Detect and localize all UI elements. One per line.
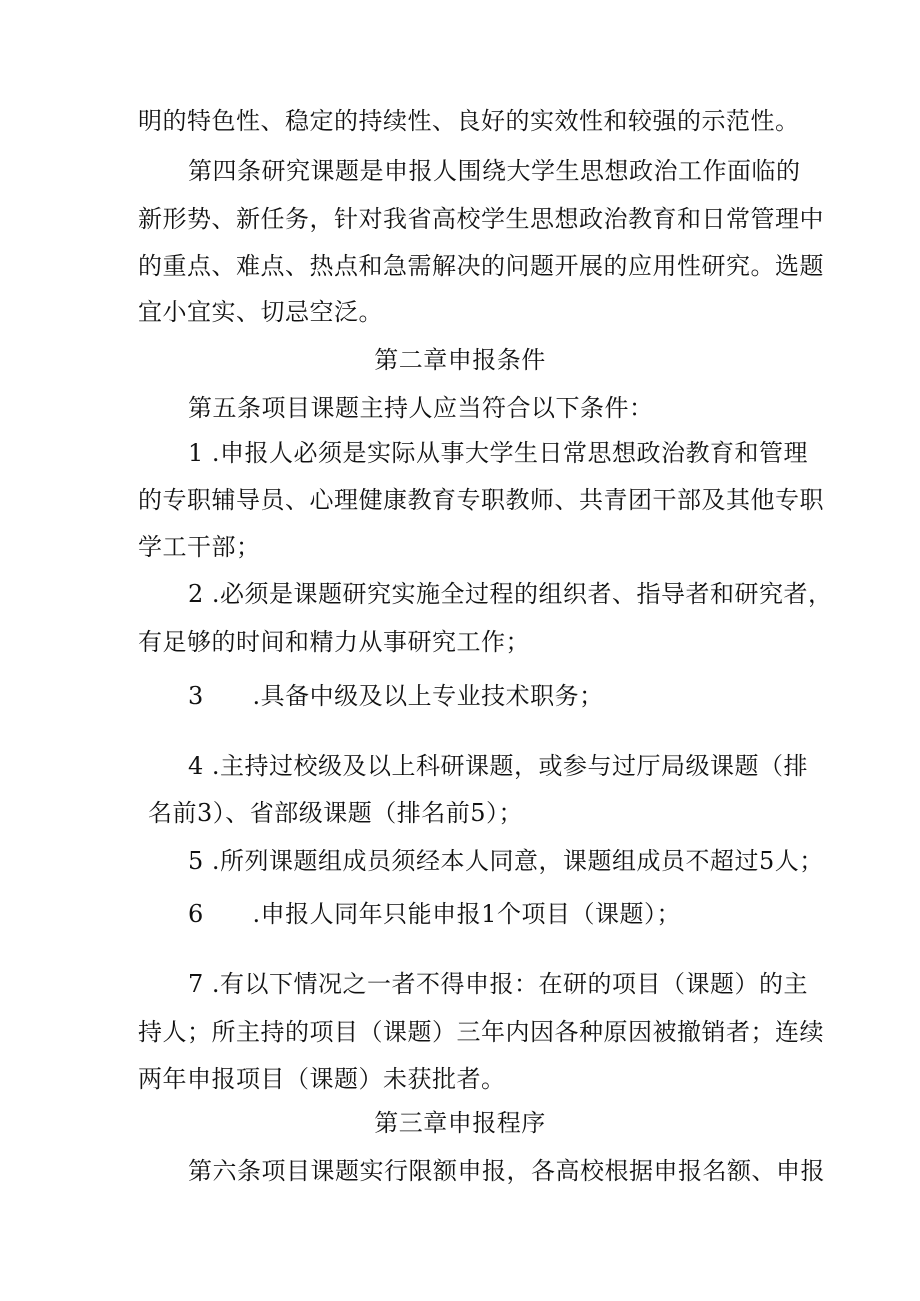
chapter-2-heading: 第二章申报条件 bbox=[374, 346, 546, 374]
paragraph-line: 两年申报项目（课题）未获批者。 bbox=[138, 1065, 506, 1093]
article-6-line: 第六条项目课题实行限额申报，各高校根据申报名额、申报 bbox=[188, 1157, 825, 1185]
paragraph-line: 持人；所主持的项目（课题）三年内因各种原因被撤销者；连续 bbox=[138, 1018, 824, 1046]
list-item-4: 4 .主持过校级及以上科研课题，或参与过厅局级课题（排 bbox=[188, 752, 809, 780]
article-4-line: 第四条研究课题是申报人围绕大学生思想政治工作面临的 bbox=[188, 157, 801, 185]
paragraph-line: 的专职辅导员、心理健康教育专职教师、共青团干部及其他专职 bbox=[138, 486, 824, 514]
paragraph-line: 名前3）、省部级课题（排名前5）； bbox=[148, 799, 524, 827]
list-item-5: 5 .所列课题组成员须经本人同意，课题组成员不超过5人； bbox=[188, 847, 824, 875]
paragraph-line: 新形势、新任务，针对我省高校学生思想政治教育和日常管理中 bbox=[138, 205, 824, 233]
paragraph-line: 的重点、难点、热点和急需解决的问题开展的应用性研究。选题 bbox=[138, 252, 824, 280]
list-item-3: 3 .具备中级及以上专业技术职务； bbox=[188, 682, 604, 710]
chapter-3-heading: 第三章申报程序 bbox=[374, 1109, 546, 1137]
paragraph-line: 明的特色性、稳定的持续性、良好的实效性和较强的示范性。 bbox=[138, 107, 800, 135]
list-item-6: 6 .申报人同年只能申报1个项目（课题）； bbox=[188, 900, 681, 928]
paragraph-line: 有足够的时间和精力从事研究工作； bbox=[138, 628, 530, 656]
article-5-line: 第五条项目课题主持人应当符合以下条件： bbox=[188, 394, 654, 422]
paragraph-line: 宜小宜实、切忌空泛。 bbox=[138, 298, 383, 326]
paragraph-line: 学工干部； bbox=[138, 533, 261, 561]
list-item-1: 1 .申报人必须是实际从事大学生日常思想政治教育和管理 bbox=[188, 439, 809, 467]
list-item-7: 7 .有以下情况之一者不得申报：在研的项目（课题）的主 bbox=[188, 970, 809, 998]
list-item-2: 2 .必须是课题研究实施全过程的组织者、指导者和研究者， bbox=[188, 580, 833, 608]
